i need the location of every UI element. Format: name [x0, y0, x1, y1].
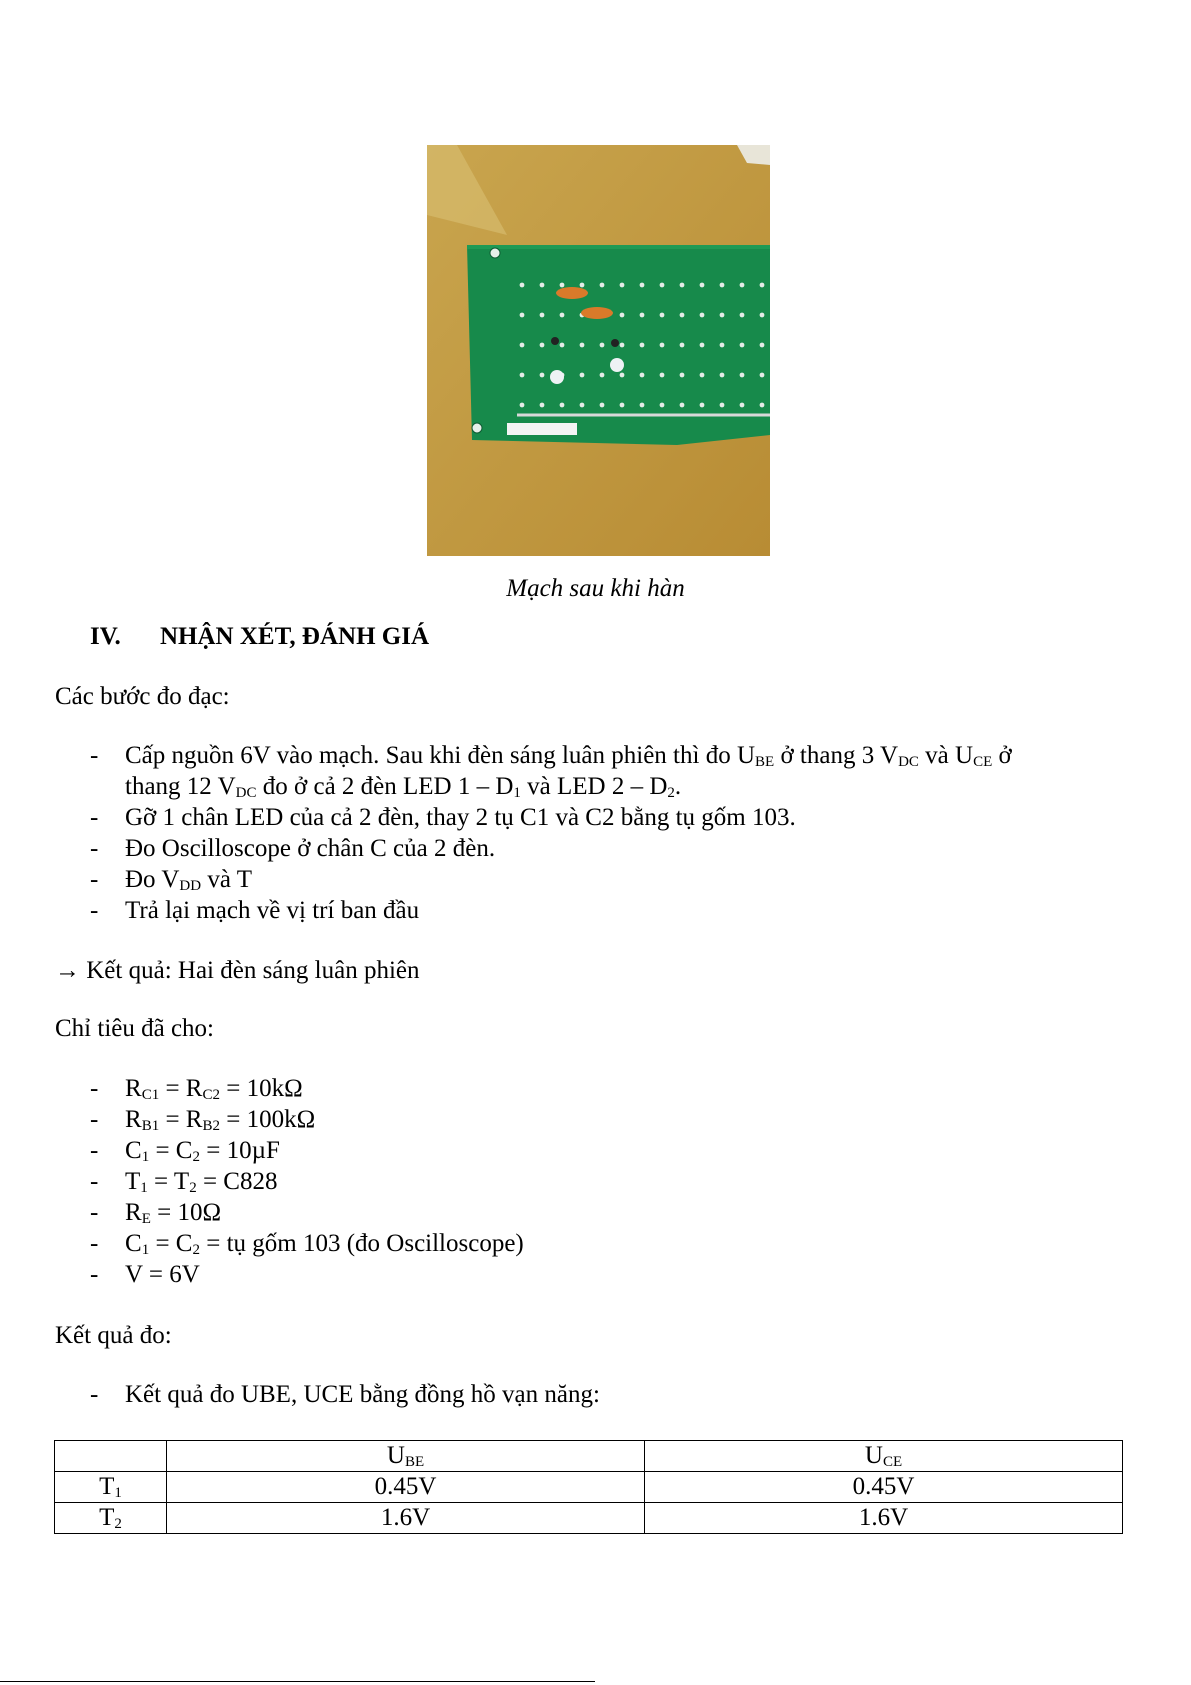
bullet-dash: -	[90, 742, 99, 769]
result-text: → Kết quả: Hai đèn sáng luân phiên	[55, 957, 420, 984]
list-item: - Gỡ 1 chân LED của cả 2 đèn, thay 2 tụ C1 và C2 bằng tụ gốm 103.	[90, 804, 796, 831]
row-label: $T_2$	[55, 1503, 167, 1534]
measure-intro: Kết quả đo:	[55, 1322, 172, 1349]
bullet-dash: -	[90, 897, 99, 924]
circuit-photo	[427, 145, 770, 556]
header-ube: $U_{BE}$	[167, 1441, 645, 1472]
measure-list	[90, 1379, 600, 1410]
list-item: - $R_{C1} = R_{C2} = 10k\Omega$	[90, 1075, 303, 1103]
list-item: - $R_E = 10\Omega$	[90, 1199, 222, 1227]
row-label: $T_1$	[55, 1472, 167, 1503]
footnote-separator	[0, 1681, 595, 1682]
list-item: - Đo $V_{DD}$ và T	[90, 866, 253, 894]
bullet-dash: -	[90, 804, 99, 831]
figure-caption: Mạch sau khi hàn	[506, 575, 685, 602]
section-number: IV.	[90, 623, 121, 650]
header-uce: $U_{CE}$	[645, 1441, 1123, 1472]
bullet-dash: -	[90, 866, 99, 893]
table-row	[55, 1503, 1123, 1534]
list-item: - $C_1 = C_2 = 10\mu F$	[90, 1137, 280, 1165]
section-title: NHẬN XÉT, ĐÁNH GIÁ	[160, 623, 429, 650]
spec-list	[90, 1073, 524, 1290]
section-heading	[90, 623, 429, 651]
cell-uce: 0.45V	[645, 1472, 1123, 1503]
cell-uce: 1.6V	[645, 1503, 1123, 1534]
steps-intro: Các bước đo đạc:	[55, 683, 230, 710]
list-item: - Kết quả đo UBE, UCE bằng đồng hồ vạn năng:	[90, 1381, 600, 1408]
list-item: - Cấp nguồn 6V vào mạch. Sau khi đèn sáng luân phiên thì đo $U_{BE}$ ở thang 3 $V_{DC}$ và $U_{CE}$ ở thang 12 $V_{DC}$ đo ở cả 2 đèn LED $1 - D_1$ và LED $2 - D_2$.	[90, 742, 1012, 801]
cell-ube: 1.6V	[167, 1503, 645, 1534]
spec-intro: Chỉ tiêu đã cho:	[55, 1015, 214, 1042]
bullet-dash: -	[90, 835, 99, 862]
results-table	[54, 1440, 1123, 1534]
list-item: - Đo Oscilloscope ở chân C của 2 đèn.	[90, 835, 496, 862]
table-header-row	[55, 1441, 1123, 1472]
cell-ube: 0.45V	[167, 1472, 645, 1503]
steps-list	[90, 740, 1012, 926]
list-item: - $R_{B1} = R_{B2} = 100k\Omega$	[90, 1106, 316, 1134]
list-item: - V = 6V	[90, 1261, 200, 1288]
list-item: - $T_1 = T_2 = C828$	[90, 1168, 278, 1196]
table-row	[55, 1472, 1123, 1503]
list-item: - $C_1 = C_2$ = tụ gốm 103 (đo Oscilloscope)	[90, 1230, 524, 1258]
list-item: - Trả lại mạch về vị trí ban đầu	[90, 897, 420, 924]
circuit-board-image	[427, 145, 770, 556]
header-empty	[55, 1441, 167, 1472]
